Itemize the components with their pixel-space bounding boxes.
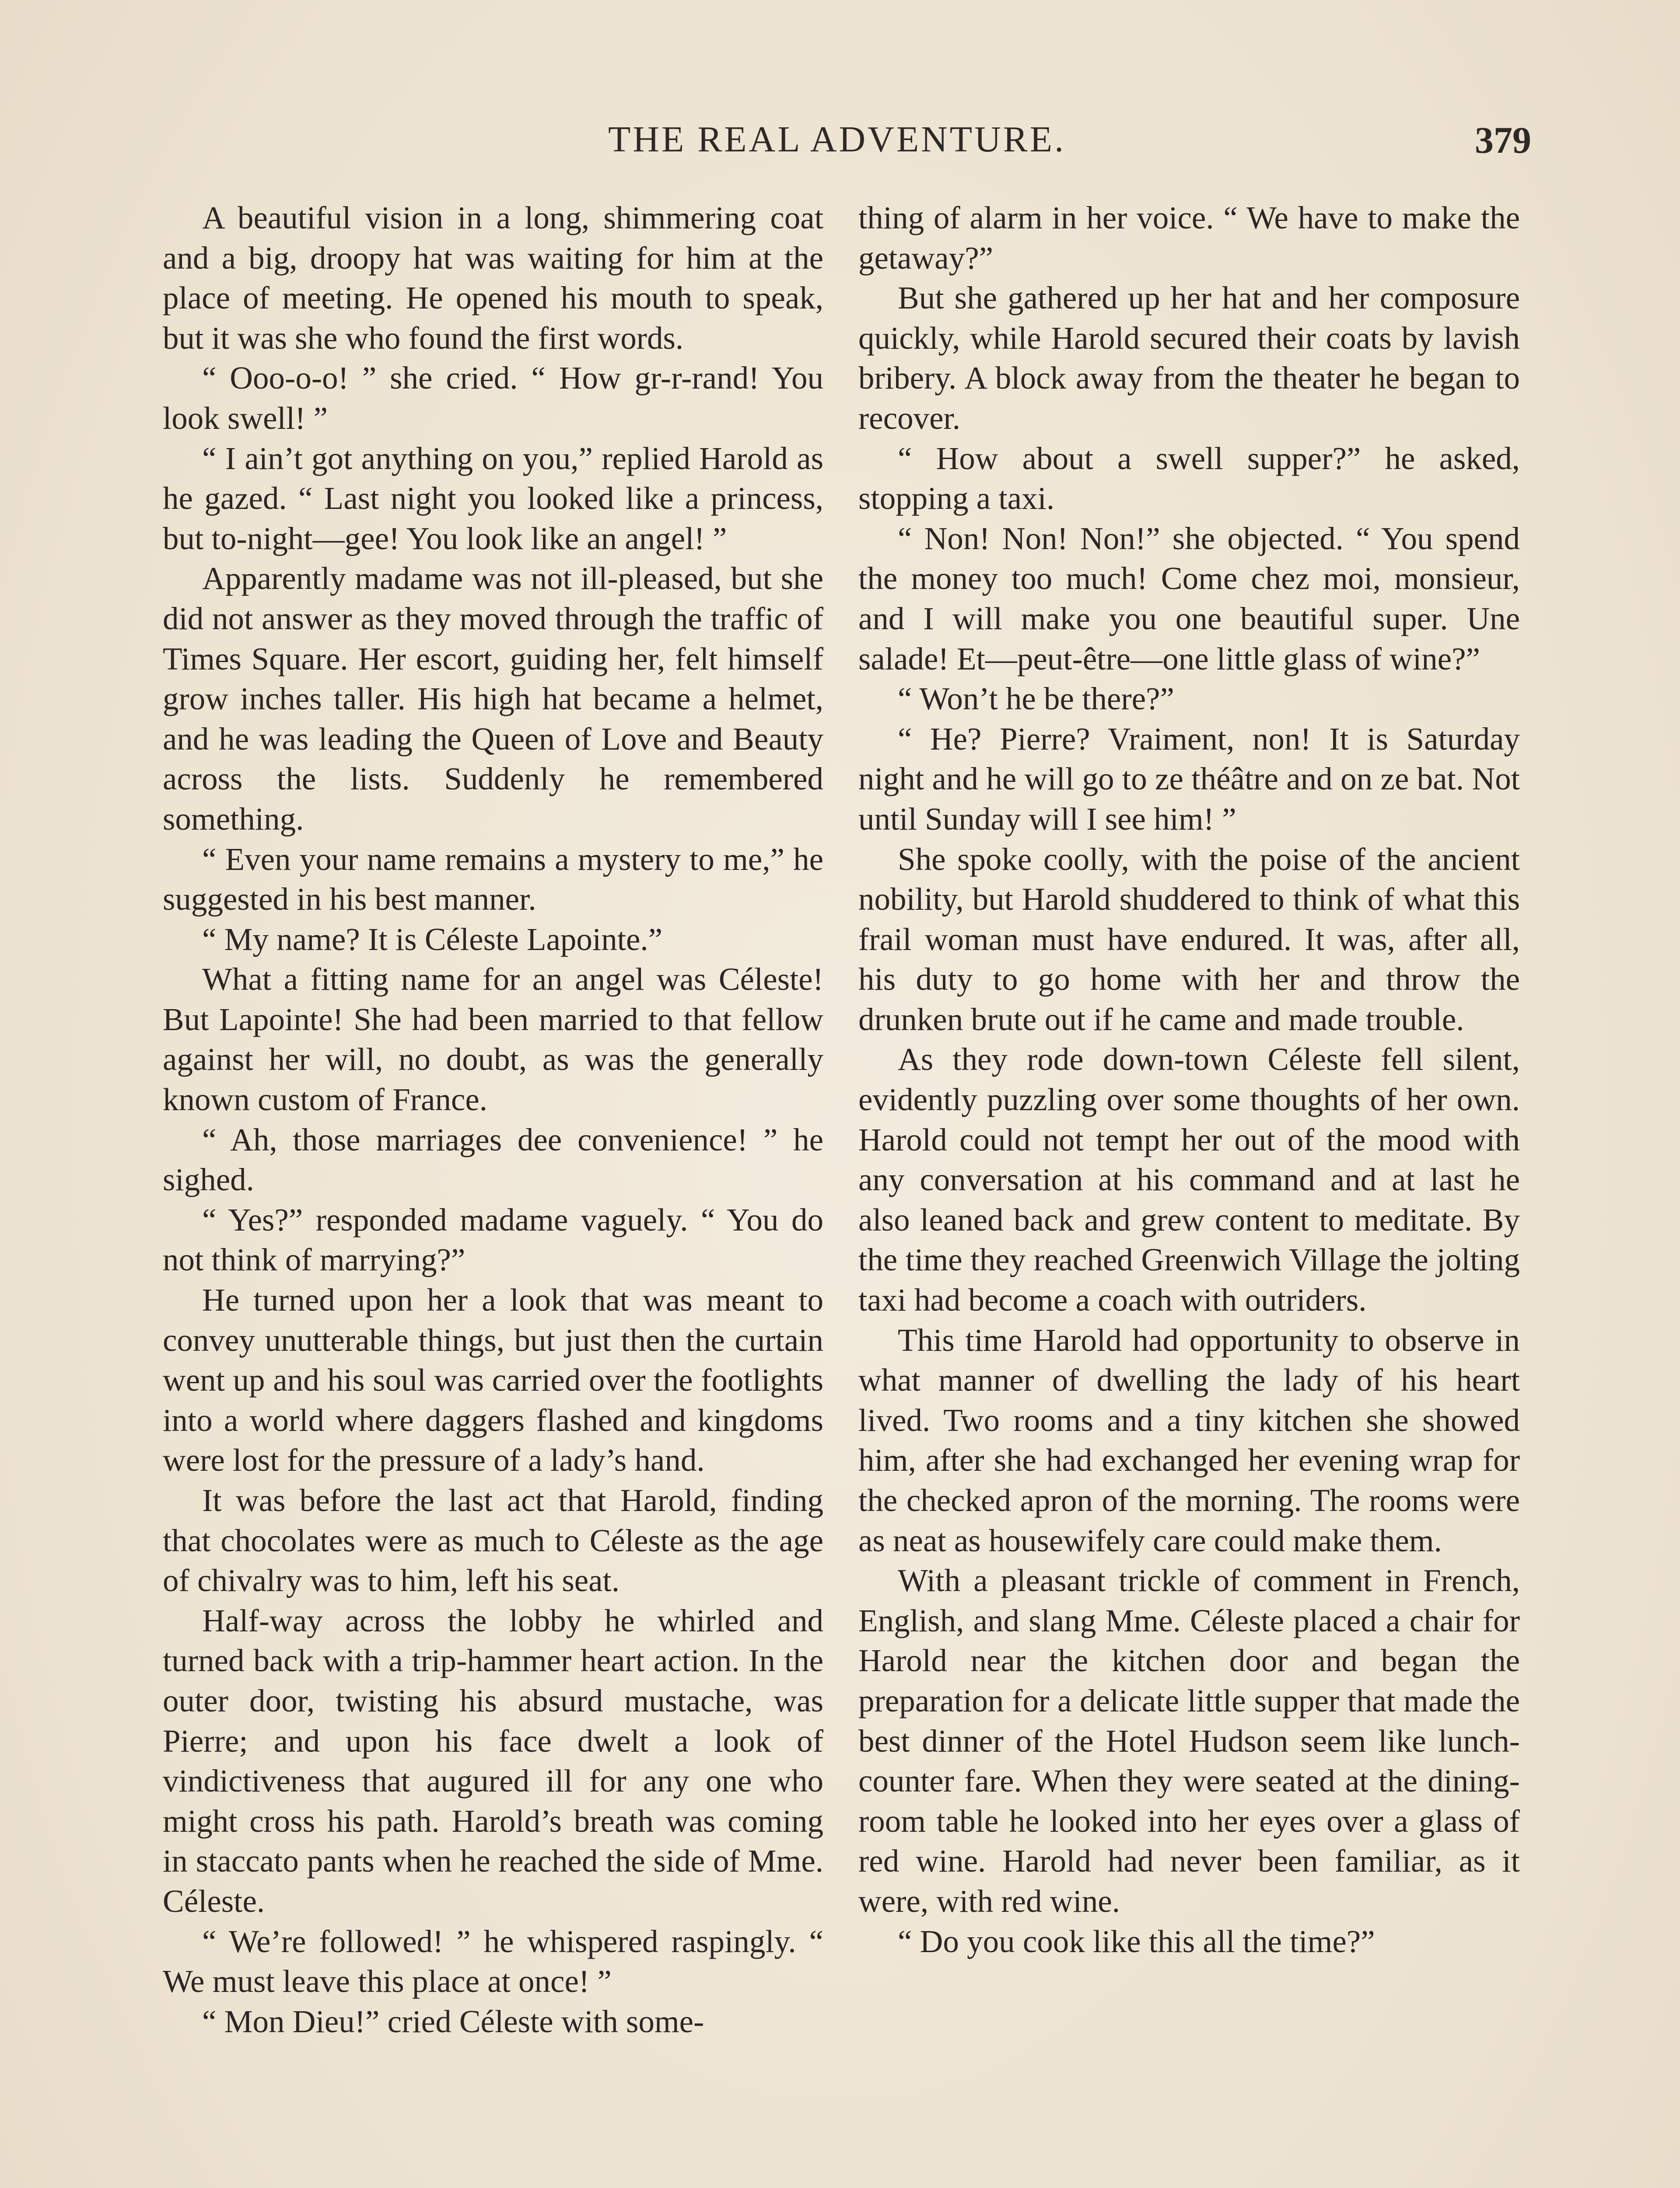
paragraph: “ How about a swell supper?” he asked, stopping a taxi.	[858, 440, 1520, 516]
paragraph: “ Ah, those marriages dee convenience! ” he sighed.	[163, 1122, 823, 1198]
paragraph: “ We’re followed! ” he whispered raspingly. “ We must leave this place at once! ”	[163, 1923, 823, 1999]
paragraph: Apparently madame was not ill-pleased, but she did not answer as they moved through the traffic of Times Square. Her escort, guiding her, felt himself grow inches taller. His high hat became a helmet, and he was leading the Queen of Love and Beauty across the lists. Suddenly he remembered something.	[163, 561, 823, 837]
paragraph: “ Won’t he be there?”	[898, 681, 1174, 717]
paragraph: With a pleasant trickle of comment in French, English, and slang Mme. Céleste placed a chair for Harold near the kitchen door and began the preparation for a delicate little supper that made the best dinner of the Hotel Hudson seem like lunch-counter fare. When they were seated at the dining-room table he looked into her eyes over a glass of red wine. Harold had never been familiar, as it were, with red wine.	[858, 1563, 1520, 1919]
page-header	[162, 118, 1531, 171]
paragraph: She spoke coolly, with the poise of the ancient nobility, but Harold shuddered to think of what this frail woman must have endured. It was, after all, his duty to go home with her and throw the drunken brute out if he came and made trouble.	[858, 841, 1520, 1037]
paragraph: “ Yes?” responded madame vaguely. “ You do not think of marrying?”	[163, 1202, 823, 1278]
paragraph: He turned upon her a look that was meant to convey unutterable things, but just then the curtain went up and his soul was carried over the footlights into a world where daggers flashed and kingdoms were lost for the pressure of a lady’s hand.	[163, 1282, 823, 1478]
paragraph: “ He? Pierre? Vraiment, non! It is Saturday night and he will go to ze théâtre and on ze bat. Not until Sunday will I see him! ”	[858, 721, 1520, 837]
paragraph: Half-way across the lobby he whirled and turned back with a trip-hammer heart action. In the outer door, twisting his absurd mustache, was Pierre; and upon his face dwelt a look of vindictiveness that augured ill for any one who might cross his path. Harold’s breath was coming in staccato pants when he reached the side of Mme. Céleste.	[163, 1602, 823, 1919]
paragraph: “ My name? It is Céleste Lapointe.”	[202, 921, 663, 957]
paragraph: thing of alarm in her voice. “ We have to make the getaway?”	[858, 200, 1520, 276]
left-column	[163, 198, 823, 2041]
paragraph: As they rode down-town Céleste fell silent, evidently puzzling over some thoughts of her own. Harold could not tempt her out of the mood with any conversation at his command and at last he also leaned back and grew content to meditate. By the time they reached Greenwich Village the jolting taxi had become a coach with outriders.	[858, 1041, 1520, 1318]
paragraph: “ Do you cook like this all the time?”	[898, 1923, 1375, 1959]
paragraph: A beautiful vision in a long, shimmering coat and a big, droopy hat was waiting for him at the place of meeting. He opened his mouth to speak, but it was she who found the first words.	[163, 200, 823, 356]
right-column	[858, 198, 1520, 1961]
paragraph: But she gathered up her hat and her composure quickly, while Harold secured their coats by lavish bribery. A block away from the theater he began to recover.	[858, 280, 1520, 436]
running-title: THE REAL ADVENTURE.	[608, 119, 1066, 160]
paragraph: “ I ain’t got anything on you,” replied Harold as he gazed. “ Last night you looked like a princess, but to-night—gee! You look like an angel! ”	[163, 440, 823, 556]
paragraph: “ Ooo-o-o! ” she cried. “ How gr-r-rand! You look swell! ”	[163, 360, 823, 436]
paragraph: It was before the last act that Harold, finding that chocolates were as much to Céleste as the age of chivalry was to him, left his seat.	[163, 1483, 823, 1599]
paragraph: “ Even your name remains a mystery to me,” he suggested in his best manner.	[163, 841, 823, 917]
paragraph: “ Non! Non! Non!” she objected. “ You spend the money too much! Come chez moi, monsieur, and I will make you one beautiful super. Une salade! Et—peut-être—one little glass of wine?”	[858, 520, 1520, 677]
paragraph: “ Mon Dieu!” cried Céleste with some-	[202, 2003, 704, 2039]
paragraph: This time Harold had opportunity to observe in what manner of dwelling the lady of his heart lived. Two rooms and a tiny kitchen she showed him, after she had exchanged her evening wrap for the checked apron of the morning. The rooms were as neat as housewifely care could make them.	[858, 1322, 1520, 1558]
paragraph: What a fitting name for an angel was Céleste! But Lapointe! She had been married to that fellow against her will, no doubt, as was the generally known custom of France.	[163, 961, 823, 1118]
page-number: 379	[1475, 119, 1531, 161]
